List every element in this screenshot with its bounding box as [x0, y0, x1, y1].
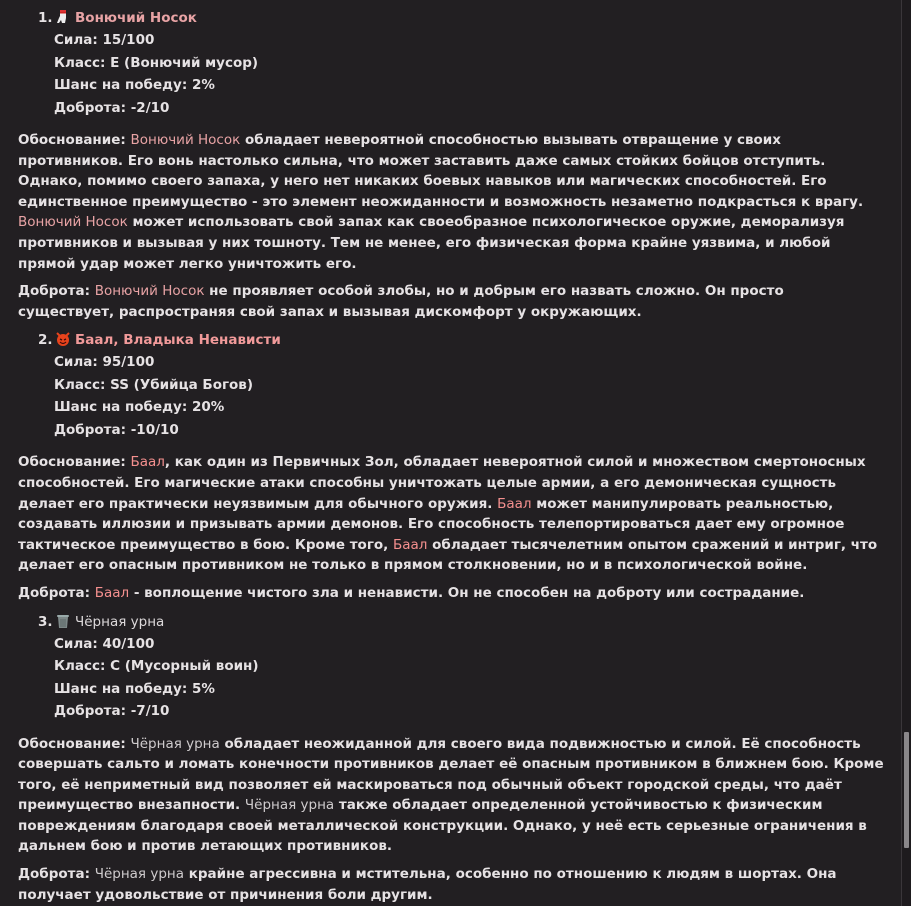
paragraph-label: Доброта:: [18, 866, 95, 883]
justification-paragraph: [18, 130, 884, 274]
devil-face-icon: [55, 331, 71, 347]
entry-number: 1.: [38, 10, 53, 26]
paragraph-text: - воплощение чистого зла и ненависти. Он не способен на доброту или сострадание.: [129, 584, 805, 601]
paragraph-label: Обоснование:: [18, 735, 131, 752]
entry-heading: [38, 611, 884, 633]
stat-strength: Сила: 95/100: [54, 354, 155, 371]
stat-win-chance: Шанс на победу: 5%: [54, 680, 215, 697]
stat-class: Класс: SS (Убийца Богов): [54, 376, 254, 393]
kindness-paragraph: [18, 281, 884, 322]
entry-stats: [54, 351, 884, 441]
entry-heading: [38, 7, 884, 29]
kindness-paragraph: [18, 864, 884, 905]
sock-icon: [55, 9, 71, 25]
stat-win-chance: Шанс на победу: 2%: [54, 77, 215, 93]
paragraph-label: Доброта:: [18, 283, 95, 300]
stat-kindness: Доброта: -2/10: [54, 99, 170, 116]
kindness-paragraph: [18, 583, 884, 604]
paragraph-text: обладает неожиданной для своего вида подвижностью и силой. Её способность совершать сальто и ломать конечности противников делает её опасным противником в ближнем бою. Кроме того, её неприметный вид позволяет ей маскироваться под обычный объект городской среды, что даёт преимущество внезапности.: [18, 735, 884, 814]
entry-name: Вонючий Носок: [75, 10, 197, 26]
stat-class: Класс: E (Вонючий мусор): [54, 54, 259, 71]
paragraph-label: Доброта:: [18, 584, 95, 601]
highlighted-name: Чёрная урна: [244, 797, 335, 814]
paragraph-text: обладает тысячелетним опытом сражений и интриг, что делает его опасным противником не только в прямом столкновении, но и в психологической войне.: [18, 536, 878, 574]
paragraph-text: не проявляет особой злобы, но и добрым его назвать сложно. Он просто существует, распространяя свой запах и вызывая дискомфорт у окружающих.: [18, 283, 784, 320]
stat-strength: Сила: 40/100: [54, 635, 155, 652]
highlighted-name: Чёрная урна: [94, 866, 185, 883]
paragraph-label: Обоснование:: [18, 454, 131, 471]
highlighted-name: Чёрная урна: [130, 735, 220, 752]
stat-win-chance: Шанс на победу: 20%: [54, 399, 225, 416]
entry-number: 2.: [38, 332, 53, 349]
entry-name: Чёрная урна: [75, 613, 165, 630]
paragraph-text: может использовать свой запах как своеобразное психологическое оружие, деморализуя противников и вызывая у них тошноту. Тем не менее, его физическая форма крайне уязвима, и любой прямой удар может легко уничтожить его.: [18, 214, 845, 272]
highlighted-name: Вонючий Носок: [18, 214, 128, 231]
justification-paragraph: [18, 452, 884, 576]
stat-kindness: Доброта: -10/10: [54, 421, 179, 438]
entry-heading: [38, 329, 884, 351]
stat-strength: Сила: 15/100: [54, 32, 155, 48]
entry-name: Баал, Владыка Ненависти: [75, 332, 281, 349]
paragraph-text: также обладает определенной устойчивостью к физическим повреждениям благодаря своей металлической конструкции. Однако, у неё есть серьезные ограничения в дальнем бою и против летающих противников.: [18, 797, 867, 855]
paragraph-text: может манипулировать реальностью, создавать иллюзии и призывать армии демонов. Его способность телепортироваться дает ему огромное тактическое преимущество в бою. Кроме того,: [18, 495, 845, 553]
stat-class: Класс: C (Мусорный воин): [54, 658, 259, 674]
stat-kindness: Доброта: -7/10: [54, 703, 170, 719]
highlighted-name: Баал: [94, 584, 130, 601]
highlighted-name: Баал: [392, 536, 428, 553]
vertical-scrollbar[interactable]: [901, 0, 911, 906]
highlighted-name: Баал: [130, 454, 165, 471]
highlighted-name: Вонючий Носок: [130, 132, 241, 148]
justification-paragraph: [18, 734, 884, 858]
trash-can-icon: [55, 613, 71, 629]
scrollbar-thumb[interactable]: [904, 732, 909, 848]
entry-stats: [54, 29, 884, 119]
paragraph-text: крайне агрессивна и мстительна, особенно по отношению к людям в шортах. Она получает удовольствие от причинения боли другим.: [18, 866, 837, 903]
paragraph-text: , как один из Первичных Зол, обладает невероятной силой и множеством смертоносных способностей. Его магические атаки способны уничтожать целые армии, а его демоническая сущность делает его практически неуязвимым для обычного оружия.: [18, 454, 866, 512]
highlighted-name: Баал: [497, 495, 532, 512]
paragraph-text: обладает невероятной способностью вызывать отвращение у своих противников. Его вонь настолько сильна, что может заставить даже самых стойких бойцов отступить. Однако, помимо своего запаха, у него нет никаких боевых навыков или магических способностей. Его единственное преимущество - это элемент неожиданности и возможность незаметно подкрасться к врагу.: [18, 132, 864, 210]
chat-message-content: [18, 0, 884, 905]
entry-number: 3.: [38, 613, 53, 630]
paragraph-label: Обоснование:: [18, 132, 131, 148]
highlighted-name: Вонючий Носок: [94, 283, 205, 300]
entry-stats: [54, 633, 884, 723]
